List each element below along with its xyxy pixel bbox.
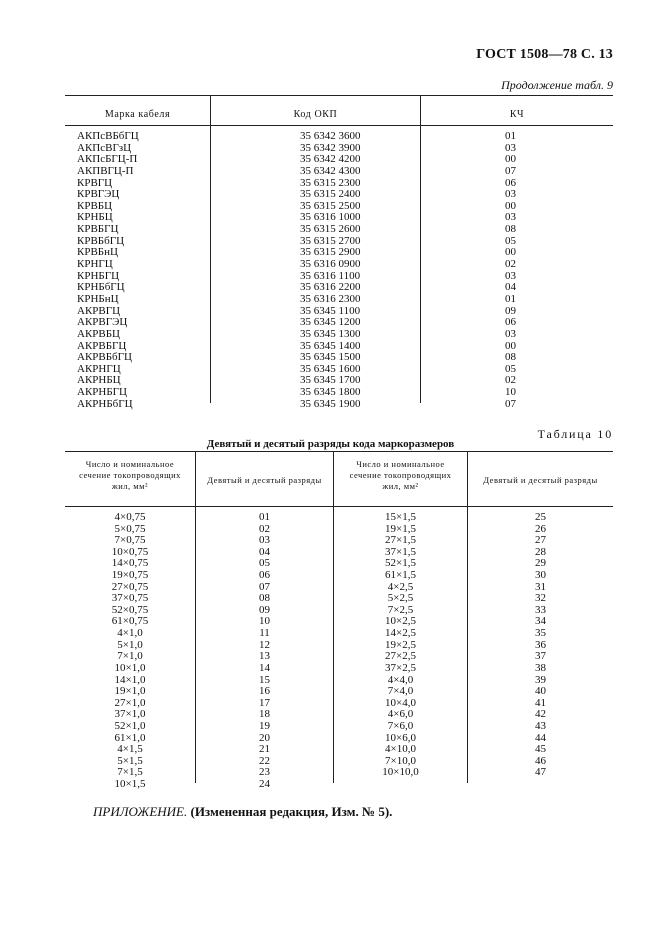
kch-cell: 05	[505, 234, 516, 247]
digits-cell: 28	[535, 545, 546, 558]
okp-code-cell: 35 6345 1200	[300, 316, 361, 329]
kch-cell: 02	[505, 374, 516, 387]
header-line: жил, мм²	[382, 481, 419, 491]
table-row	[65, 698, 613, 710]
okp-code-cell: 35 6342 3900	[300, 141, 361, 154]
cable-brand-cell: АКПсВГзЦ	[77, 141, 132, 154]
digits-cell: 32	[535, 592, 546, 605]
digits-cell: 11	[259, 627, 270, 640]
section-cell: 37×1,0	[114, 708, 146, 721]
kch-cell: 10	[505, 386, 516, 399]
table-header-rule	[65, 125, 613, 126]
digits-cell: 30	[535, 569, 546, 582]
digits-cell: 25	[535, 511, 546, 523]
table-row	[65, 131, 613, 143]
cable-brand-cell: КРНГЦ	[77, 258, 113, 271]
kch-cell: 03	[505, 188, 516, 201]
section-cell: 27×2,5	[385, 650, 416, 663]
section-cell: 14×1,0	[114, 673, 146, 686]
appendix-label: ПРИЛОЖЕНИЕ.	[93, 804, 188, 819]
kch-cell: 02	[505, 258, 516, 271]
cable-brand-cell: АКРНБЦ	[77, 374, 121, 387]
okp-code-cell: 35 6316 0900	[300, 258, 361, 271]
cable-brand-cell: АКРНГЦ	[77, 362, 121, 375]
section-cell: 10×0,75	[111, 545, 149, 558]
digits-cell: 29	[535, 557, 546, 570]
section-cell: 10×1,5	[114, 778, 146, 791]
kch-cell: 07	[505, 164, 516, 177]
digits-cell: 02	[259, 522, 270, 535]
table-row	[65, 756, 613, 768]
okp-code-cell: 35 6315 2500	[300, 199, 361, 212]
section-cell: 14×2,5	[385, 627, 416, 640]
page-header: ГОСТ 1508—78 С. 13	[476, 47, 613, 62]
section-cell: 7×6,0	[387, 719, 414, 732]
column-header-digits: Девятый и десятый разряды	[207, 475, 322, 485]
digits-cell: 18	[259, 708, 270, 721]
section-cell: 4×4,0	[387, 673, 414, 686]
section-cell: 7×4,0	[387, 685, 414, 698]
section-cell: 27×0,75	[111, 580, 149, 593]
section-cell: 7×0,75	[114, 534, 146, 547]
okp-code-cell: 35 6315 2700	[300, 234, 361, 247]
digits-cell: 43	[535, 719, 546, 732]
amendment-note: (Измененная редакция, Изм. № 5).	[190, 804, 393, 819]
cable-brand-cell: АКПВГЦ-П	[77, 164, 134, 177]
digits-cell: 41	[535, 696, 546, 709]
digits-cell: 39	[535, 673, 546, 686]
cable-brand-cell: АКРВБбГЦ	[77, 351, 132, 364]
digits-cell: 08	[259, 592, 270, 605]
digits-cell: 38	[535, 661, 546, 674]
digits-cell: 33	[535, 603, 546, 616]
okp-code-cell: 35 6345 1900	[300, 397, 361, 410]
column-header-okp: Код ОКП	[293, 109, 338, 120]
digits-cell: 21	[259, 743, 270, 756]
digits-cell: 23	[259, 766, 270, 779]
okp-code-cell: 35 6345 1600	[300, 362, 361, 375]
column-header-section	[334, 459, 467, 492]
okp-code-cell: 35 6342 4200	[300, 153, 361, 166]
section-cell: 14×0,75	[111, 557, 149, 570]
digits-cell: 46	[535, 754, 546, 767]
cable-brand-cell: КРВБЦ	[77, 199, 113, 212]
digits-cell: 03	[259, 534, 270, 547]
cable-brand-cell: АКПсВБбГЦ	[77, 130, 139, 142]
digits-cell: 34	[535, 615, 546, 628]
digits-cell: 47	[535, 766, 546, 779]
table-row	[65, 399, 613, 411]
table-row	[65, 294, 613, 306]
kch-cell: 08	[505, 223, 516, 236]
digits-cell: 01	[259, 511, 270, 523]
section-cell: 5×0,75	[114, 522, 146, 535]
section-cell: 5×1,0	[117, 638, 143, 651]
cable-brand-cell: КРВГЭЦ	[77, 188, 120, 201]
kch-cell: 08	[505, 351, 516, 364]
column-header-kch: КЧ	[509, 109, 525, 120]
digits-cell: 31	[535, 580, 546, 593]
digits-cell: 16	[259, 685, 270, 698]
okp-code-cell: 35 6315 2600	[300, 223, 361, 236]
digits-cell: 22	[259, 754, 270, 767]
section-cell: 4×6,0	[387, 708, 414, 721]
appendix-note	[93, 804, 392, 820]
table-row	[65, 675, 613, 687]
section-cell: 4×1,0	[117, 627, 143, 640]
section-cell: 19×0,75	[111, 569, 149, 582]
okp-code-cell: 35 6345 1300	[300, 327, 361, 340]
cable-brand-cell: КРВБнЦ	[77, 246, 118, 259]
kch-cell: 03	[505, 211, 516, 224]
section-cell: 4×10,0	[385, 743, 416, 756]
kch-cell: 07	[505, 397, 516, 410]
okp-code-cell: 35 6345 1700	[300, 374, 361, 387]
header-line: сечение токопроводящих	[79, 470, 181, 480]
cable-brand-cell: КРВБбГЦ	[77, 234, 125, 247]
table-top-rule	[65, 95, 613, 96]
section-cell: 10×1,0	[114, 661, 146, 674]
section-cell: 4×0,75	[114, 511, 146, 523]
table-row	[65, 779, 613, 791]
section-cell: 10×2,5	[385, 615, 416, 628]
cable-brand-cell: АКРВБГЦ	[77, 339, 127, 352]
table-continuation-label: Продолжение табл. 9	[501, 78, 613, 92]
section-cell: 7×2,5	[387, 603, 414, 616]
kch-cell: 06	[505, 316, 516, 329]
cable-brand-cell: АКРВГЦ	[77, 304, 121, 317]
section-cell: 19×1,0	[114, 685, 146, 698]
table-10-label: Таблица 10	[537, 427, 613, 441]
table-10-body	[65, 512, 613, 791]
table-row	[65, 733, 613, 745]
table-row	[65, 329, 613, 341]
section-cell: 7×1,5	[117, 766, 143, 779]
table-row	[65, 663, 613, 675]
kch-cell: 00	[505, 339, 516, 352]
section-cell: 4×1,5	[117, 743, 143, 756]
cable-brand-cell: АКРНБГЦ	[77, 386, 127, 399]
section-cell: 19×2,5	[385, 638, 416, 651]
column-header-digits: Девятый и десятый разряды	[483, 475, 598, 485]
digits-cell: 04	[259, 545, 270, 558]
okp-code-cell: 35 6315 2300	[300, 176, 361, 189]
okp-code-cell: 35 6345 1100	[300, 304, 361, 317]
table-10-title: Девятый и десятый разряды кода маркоразмеров	[206, 438, 455, 450]
okp-code-cell: 35 6345 1500	[300, 351, 361, 364]
table-header-rule	[65, 506, 613, 507]
okp-code-cell: 35 6345 1800	[300, 386, 361, 399]
digits-cell: 12	[259, 638, 270, 651]
digits-cell: 15	[259, 673, 270, 686]
kch-cell: 00	[505, 246, 516, 259]
digits-cell: 10	[259, 615, 270, 628]
table-row	[65, 628, 613, 640]
cable-brand-cell: КРНБЦ	[77, 211, 113, 224]
table-row	[65, 651, 613, 663]
digits-cell: 09	[259, 603, 270, 616]
table-row	[65, 259, 613, 271]
table-row	[65, 721, 613, 733]
header-line: сечение токопроводящих	[349, 470, 452, 480]
kch-cell: 04	[505, 281, 516, 294]
kch-cell: 03	[505, 141, 516, 154]
kch-cell: 00	[505, 199, 516, 212]
table-row	[65, 570, 613, 582]
section-cell: 5×2,5	[387, 592, 414, 605]
header-line: жил, мм²	[111, 481, 149, 491]
kch-cell: 03	[505, 327, 516, 340]
section-cell: 61×1,5	[385, 569, 416, 582]
cable-brand-cell: КРНБбГЦ	[77, 281, 125, 294]
digits-cell: 44	[535, 731, 546, 744]
digits-cell: 35	[535, 627, 546, 640]
table-row	[65, 387, 613, 399]
table-row	[65, 709, 613, 721]
section-cell: 37×1,5	[385, 545, 416, 558]
section-cell: 27×1,0	[114, 696, 146, 709]
table-9-continued	[65, 95, 613, 410]
section-cell: 61×0,75	[111, 615, 149, 628]
digits-cell: 19	[259, 719, 270, 732]
section-cell: 15×1,5	[385, 511, 416, 523]
section-cell: 10×4,0	[385, 696, 416, 709]
cable-brand-cell: КРВБГЦ	[77, 223, 119, 236]
table-9-body	[65, 131, 613, 410]
table-row	[65, 767, 613, 779]
cable-brand-cell: КРВГЦ	[77, 176, 113, 189]
table-row	[65, 512, 613, 524]
table-row	[65, 640, 613, 652]
kch-cell: 09	[505, 304, 516, 317]
digits-cell: 20	[259, 731, 270, 744]
section-cell: 7×1,0	[117, 650, 143, 663]
section-cell: 37×2,5	[385, 661, 416, 674]
section-cell: 10×6,0	[385, 731, 416, 744]
kch-cell: 01	[505, 130, 516, 142]
okp-code-cell: 35 6316 1000	[300, 211, 361, 224]
column-header-brand: Марка кабеля	[104, 109, 171, 120]
section-cell: 61×1,0	[114, 731, 146, 744]
okp-code-cell: 35 6316 2200	[300, 281, 361, 294]
okp-code-cell: 35 6316 2300	[300, 292, 361, 305]
digits-cell: 36	[535, 638, 546, 651]
kch-cell: 06	[505, 176, 516, 189]
digits-cell: 07	[259, 580, 270, 593]
okp-code-cell: 35 6316 1100	[300, 269, 361, 282]
section-cell: 7×10,0	[385, 754, 416, 767]
okp-code-cell: 35 6342 4300	[300, 164, 361, 177]
digits-cell: 27	[535, 534, 546, 547]
digits-cell: 42	[535, 708, 546, 721]
digits-cell: 37	[535, 650, 546, 663]
section-cell: 37×0,75	[111, 592, 149, 605]
section-cell: 52×1,0	[114, 719, 146, 732]
cable-brand-cell: АКПсБГЦ-П	[77, 153, 138, 166]
section-cell: 19×1,5	[385, 522, 416, 535]
digits-cell: 45	[535, 743, 546, 756]
cable-brand-cell: АКРВБЦ	[77, 327, 120, 340]
kch-cell: 03	[505, 269, 516, 282]
kch-cell: 05	[505, 362, 516, 375]
section-cell: 5×1,5	[117, 754, 143, 767]
okp-code-cell: 35 6345 1400	[300, 339, 361, 352]
okp-code-cell: 35 6315 2400	[300, 188, 361, 201]
cable-brand-cell: АКРВГЭЦ	[77, 316, 128, 329]
cable-brand-cell: АКРНБбГЦ	[77, 397, 133, 410]
table-row	[65, 524, 613, 536]
kch-cell: 01	[505, 292, 516, 305]
section-cell: 27×1,5	[385, 534, 416, 547]
kch-cell: 00	[505, 153, 516, 166]
digits-cell: 06	[259, 569, 270, 582]
cable-brand-cell: КРНБнЦ	[77, 292, 119, 305]
table-10	[65, 451, 613, 791]
okp-code-cell: 35 6342 3600	[300, 130, 361, 142]
table-row	[65, 686, 613, 698]
digits-cell: 40	[535, 685, 546, 698]
section-cell: 4×2,5	[387, 580, 414, 593]
header-line: Число и номинальное	[356, 459, 445, 469]
column-header-section	[65, 459, 195, 492]
table-top-rule	[65, 451, 613, 452]
table-row	[65, 166, 613, 178]
section-cell: 52×0,75	[111, 603, 149, 616]
digits-cell: 05	[259, 557, 270, 570]
table-row	[65, 616, 613, 628]
section-cell: 52×1,5	[385, 557, 416, 570]
digits-cell: 24	[259, 778, 270, 791]
section-cell: 10×10,0	[382, 766, 419, 779]
okp-code-cell: 35 6315 2900	[300, 246, 361, 259]
cable-brand-cell: КРНБГЦ	[77, 269, 120, 282]
digits-cell: 17	[259, 696, 270, 709]
digits-cell: 14	[259, 661, 270, 674]
header-line: Число и номинальное	[85, 459, 175, 469]
digits-cell: 13	[259, 650, 270, 663]
table-row	[65, 744, 613, 756]
digits-cell: 26	[535, 522, 546, 535]
